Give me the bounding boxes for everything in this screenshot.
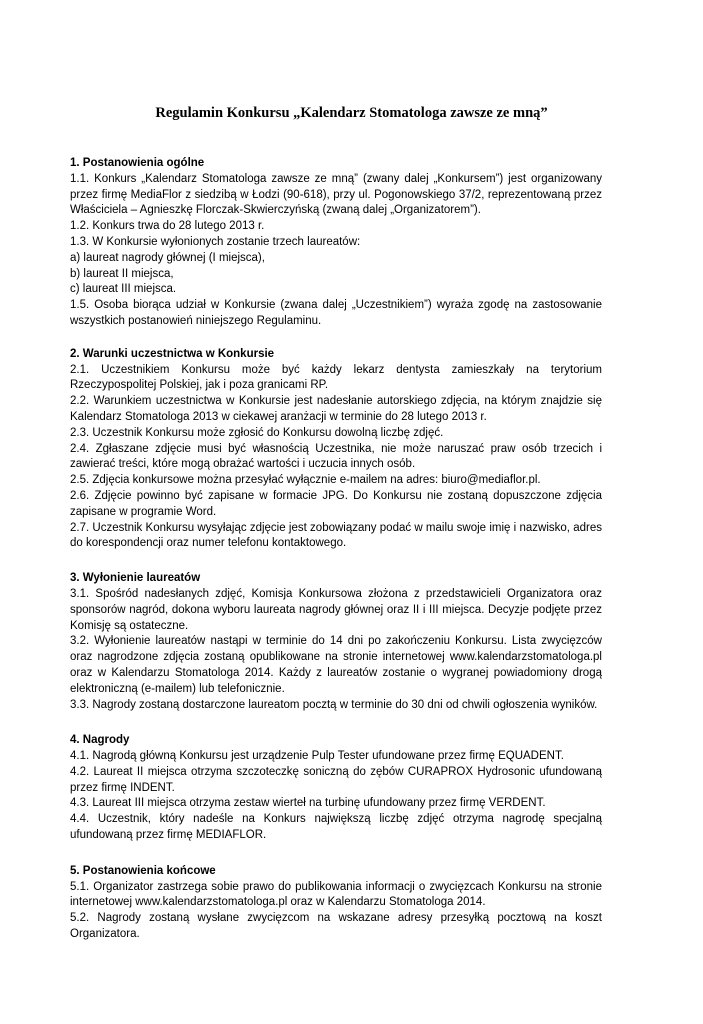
- paragraph-5-1: 5.1. Organizator zastrzega sobie prawo do publikowania informacji o zwycięzcach Konkursu na stronie internetowej www.kalendarzstomatologa.pl oraz w Kalendarzu Stomatologa 2014.: [70, 880, 602, 909]
- paragraph-4-3: 4.3. Laureat III miejsca otrzyma zestaw wierteł na turbinę ufundowany przez firmę VERDENT.: [70, 797, 546, 810]
- list-item-b: b) laureat II miejsca,: [70, 267, 174, 280]
- paragraph-1-3: 1.3. W Konkursie wyłonionych zostanie trzech laureatów:: [70, 235, 361, 248]
- paragraph-1-2: 1.2. Konkurs trwa do 28 lutego 2013 r.: [70, 220, 265, 233]
- paragraph-2-2: 2.2. Warunkiem uczestnictwa w Konkursie jest nadesłanie autorskiego zdjęcia, na którym znajdzie się Kalendarz Stomatologa 2013 w ciekawej aranżacji w terminie do 28 lutego 2013 r.: [70, 395, 602, 423]
- document-body: [70, 156, 602, 960]
- paragraph-1-5: 1.5. Osoba biorąca udział w Konkursie (zwana dalej „Uczestnikiem”) wyraża zgodę na zastosowanie wszystkich postanowień niniejszego Regulaminu.: [70, 299, 602, 327]
- paragraph-3-1: 3.1. Spośród nadesłanych zdjęć, Komisja Konkursowa złożona z przedstawicieli Organizatora oraz sponsorów nagród, dokona wyboru laureata nagrody głównej oraz II i III miejsca. Decyzje podjęte przez Komisję są ostateczne.: [70, 587, 602, 632]
- paragraph-4-1: 4.1. Nagrodą główną Konkursu jest urządzenie Pulp Tester ufundowane przez firmę EQUADENT.: [70, 750, 564, 763]
- paragraph-2-1: 2.1. Uczestnikiem Konkursu może być każdy lekarz dentysta zamieszkały na terytorium Rzeczypospolitej Polskiej, jak i poza granicami RP.: [70, 363, 602, 392]
- section-heading: 4. Nagrody: [70, 734, 130, 747]
- paragraph-2-5: 2.5. Zdjęcia konkursowe można przesyłać wyłącznie e-mailem na adres: biuro@mediaflor.pl.: [70, 474, 541, 487]
- paragraph-4-4: 4.4. Uczestnik, który nadeśle na Konkurs największą liczbę zdjęć otrzyma nagrodę specjalną ufundowaną przez firmę MEDIAFLOR.: [70, 813, 602, 842]
- paragraph-3-3: 3.3. Nagrody zostaną dostarczone laureatom pocztą w terminie do 30 dni od chwili ogłoszenia wyników.: [70, 698, 598, 711]
- section-final-provisions: [70, 864, 602, 943]
- paragraph-2-7: 2.7. Uczestnik Konkursu wysyłając zdjęcie jest zobowiązany podać w mailu swoje imię i nazwisko, adres do korespondencji oraz numer telefonu kontaktowego.: [70, 521, 602, 550]
- paragraph-4-2: 4.2. Laureat II miejsca otrzyma szczoteczkę soniczną do zębów CURAPROX Hydrosonic ufundowaną przez firmę INDENT.: [70, 765, 602, 794]
- paragraph-1-1: 1.1. Konkurs „Kalendarz Stomatologa zawsze ze mną” (zwany dalej „Konkursem”) jest organizowany przez firmę MediaFlor z siedzibą w Łodzi (90-618), przy ul. Pogonowskiego 37/2, reprezentowaną przez Właściciela – Agnieszkę Florczak-Skwierczyńską (zwaną dalej „Organizatorem”).: [70, 172, 602, 217]
- paragraph-2-4: 2.4. Zgłaszane zdjęcie musi być własnością Uczestnika, nie może naruszać praw osób trzecich i zawierać treści, które mogą obrażać wartości i uczucia innych osób.: [70, 442, 602, 471]
- section-heading: 3. Wyłonienie laureatów: [70, 572, 201, 585]
- section-winner-selection: [70, 571, 602, 713]
- section-participation-conditions: [70, 347, 602, 552]
- section-prizes: [70, 733, 602, 844]
- paragraph-5-2: 5.2. Nagrody zostaną wysłane zwycięzcom na wskazane adresy przesyłką pocztową na koszt Organizatora.: [70, 912, 602, 941]
- section-heading: 2. Warunki uczestnictwa w Konkursie: [70, 347, 275, 360]
- section-heading: 1. Postanowienia ogólne: [70, 157, 205, 169]
- list-item-c: c) laureat III miejsca.: [70, 283, 177, 296]
- paragraph-2-6: 2.6. Zdjęcie powinno być zapisane w formacie JPG. Do Konkursu nie zostaną dopuszczone zdjęcia zapisane w programie Word.: [70, 489, 602, 518]
- paragraph-2-3: 2.3. Uczestnik Konkursu może zgłosić do Konkursu dowolną liczbę zdjęć.: [70, 426, 444, 439]
- section-general-provisions: [70, 156, 602, 330]
- list-item-a: a) laureat nagrody głównej (I miejsca),: [70, 251, 265, 264]
- section-heading: 5. Postanowienia końcowe: [70, 864, 216, 877]
- document-title: Regulamin Konkursu „Kalendarz Stomatologa zawsze ze mną”: [155, 105, 548, 121]
- paragraph-3-2: 3.2. Wyłonienie laureatów nastąpi w terminie do 14 dni po zakończeniu Konkursu. Lista zwycięzców oraz nagrodzone zdjęcia zostaną opublikowane na stronie internetowej www.kalendarzstomatologa.pl oraz w Kalendarzu Stomatologa 2014. Każdy z laureatów zostanie o wygranej powiadomiony drogą elektroniczną (e-mailem) lub telefonicznie.: [70, 635, 602, 695]
